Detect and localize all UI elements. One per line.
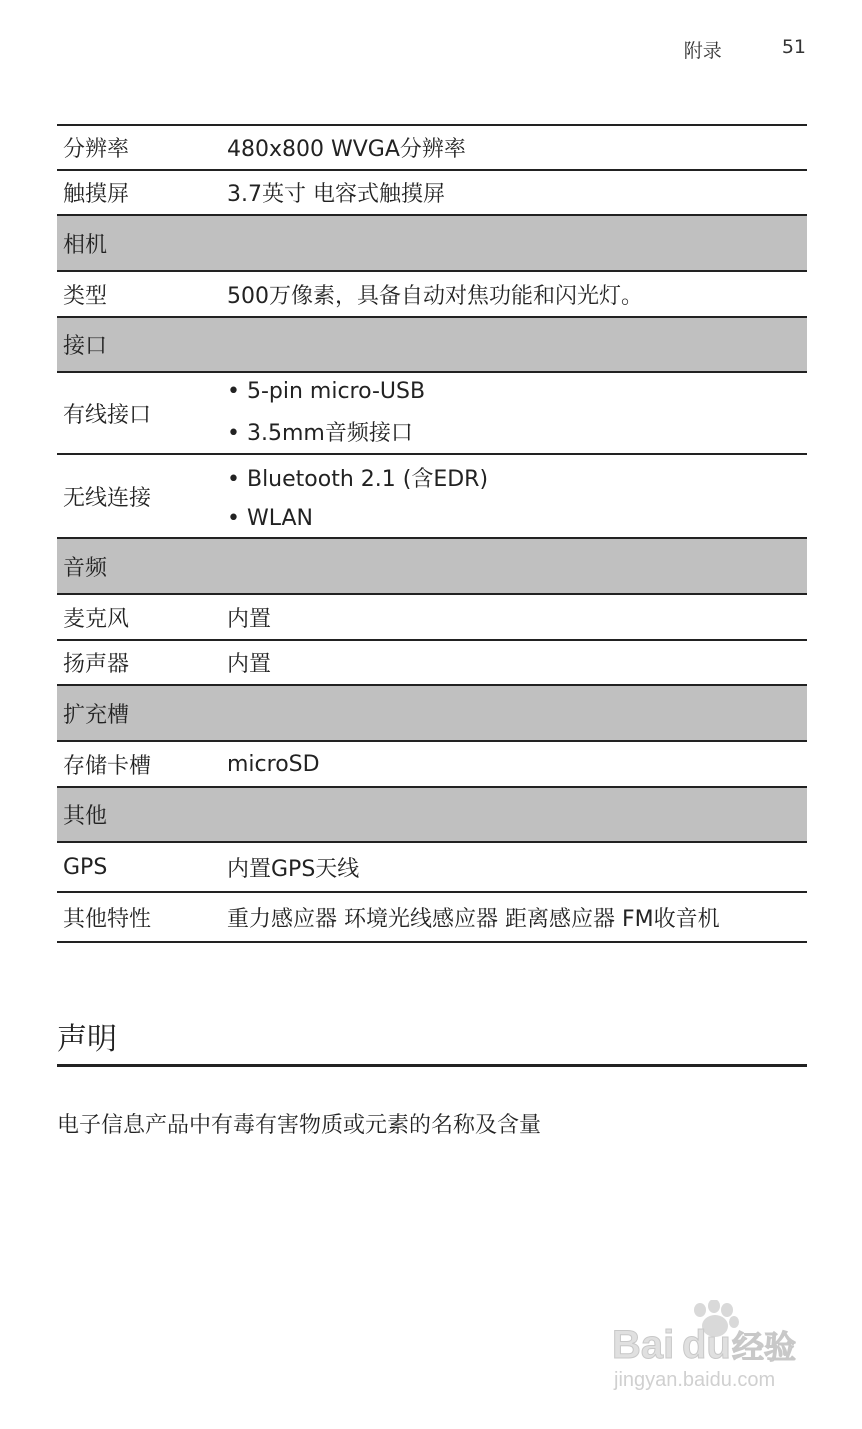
row-label: 其他特性 bbox=[63, 906, 152, 932]
section-label: 相机 bbox=[63, 232, 108, 258]
row-label: 存储卡槽 bbox=[63, 753, 152, 779]
page-header bbox=[684, 36, 806, 63]
section-row-camera bbox=[57, 216, 807, 272]
row-value-list bbox=[227, 455, 807, 537]
section-label: 其他 bbox=[63, 804, 108, 829]
section-row-ports bbox=[57, 318, 807, 373]
spec-row-resolution bbox=[57, 126, 807, 171]
page-number: 51 bbox=[781, 36, 806, 58]
list-item: • Bluetooth 2.1 (含EDR) bbox=[227, 466, 489, 492]
row-label: 分辨率 bbox=[63, 137, 130, 162]
row-value: 内置GPS天线 bbox=[227, 856, 360, 882]
svg-text:du: du bbox=[682, 1323, 731, 1367]
row-label: GPS bbox=[63, 854, 108, 880]
row-label: 无线连接 bbox=[63, 485, 152, 511]
statement-heading: 声明 bbox=[57, 1022, 117, 1057]
list-item: • 3.5mm音频接口 bbox=[227, 421, 413, 446]
spec-table bbox=[57, 124, 807, 943]
svg-text:经验: 经验 bbox=[732, 1328, 797, 1366]
row-value: microSD bbox=[227, 751, 320, 777]
row-value-list bbox=[227, 373, 807, 453]
row-value: 重力感应器 环境光线感应器 距离感应器 FM收音机 bbox=[227, 906, 720, 932]
section-label: 音频 bbox=[63, 555, 108, 581]
section-row-audio bbox=[57, 539, 807, 595]
section-row-expansion bbox=[57, 686, 807, 742]
section-row-other bbox=[57, 788, 807, 843]
section-label: 扩充槽 bbox=[63, 702, 130, 728]
row-value: 480x800 WVGA分辨率 bbox=[227, 137, 466, 162]
section-label: 接口 bbox=[63, 334, 108, 359]
row-value: 内置 bbox=[227, 652, 272, 677]
spec-row-camera-type bbox=[57, 272, 807, 318]
row-value: 500万像素，具备自动对焦功能和闪光灯。 bbox=[227, 283, 643, 309]
row-label: 触摸屏 bbox=[63, 182, 130, 207]
baidu-watermark-logo bbox=[612, 1300, 812, 1392]
row-label: 扬声器 bbox=[63, 652, 130, 677]
spec-row-card-slot bbox=[57, 742, 807, 788]
spec-row-wired-ports bbox=[57, 373, 807, 455]
header-section: 附录 bbox=[683, 40, 722, 62]
row-label: 麦克风 bbox=[63, 606, 130, 632]
spec-row-other-features bbox=[57, 893, 807, 943]
spec-row-microphone bbox=[57, 595, 807, 641]
row-label: 类型 bbox=[63, 283, 108, 309]
row-value: 3.7英寸 电容式触摸屏 bbox=[227, 182, 445, 207]
list-item: • 5-pin micro-USB bbox=[227, 379, 426, 404]
spec-row-speaker bbox=[57, 641, 807, 686]
svg-text:jingyan.baidu.com: jingyan.baidu.com bbox=[614, 1369, 776, 1391]
spec-row-touchscreen bbox=[57, 171, 807, 216]
spec-row-gps bbox=[57, 843, 807, 893]
row-value: 内置 bbox=[227, 606, 272, 632]
statement-body: 电子信息产品中有毒有害物质或元素的名称及含量 bbox=[57, 1113, 542, 1138]
list-item: • WLAN bbox=[227, 505, 313, 531]
heading-divider bbox=[57, 1064, 807, 1067]
spec-row-wireless bbox=[57, 455, 807, 539]
svg-text:Bai: Bai bbox=[612, 1323, 675, 1367]
row-label: 有线接口 bbox=[63, 402, 152, 428]
